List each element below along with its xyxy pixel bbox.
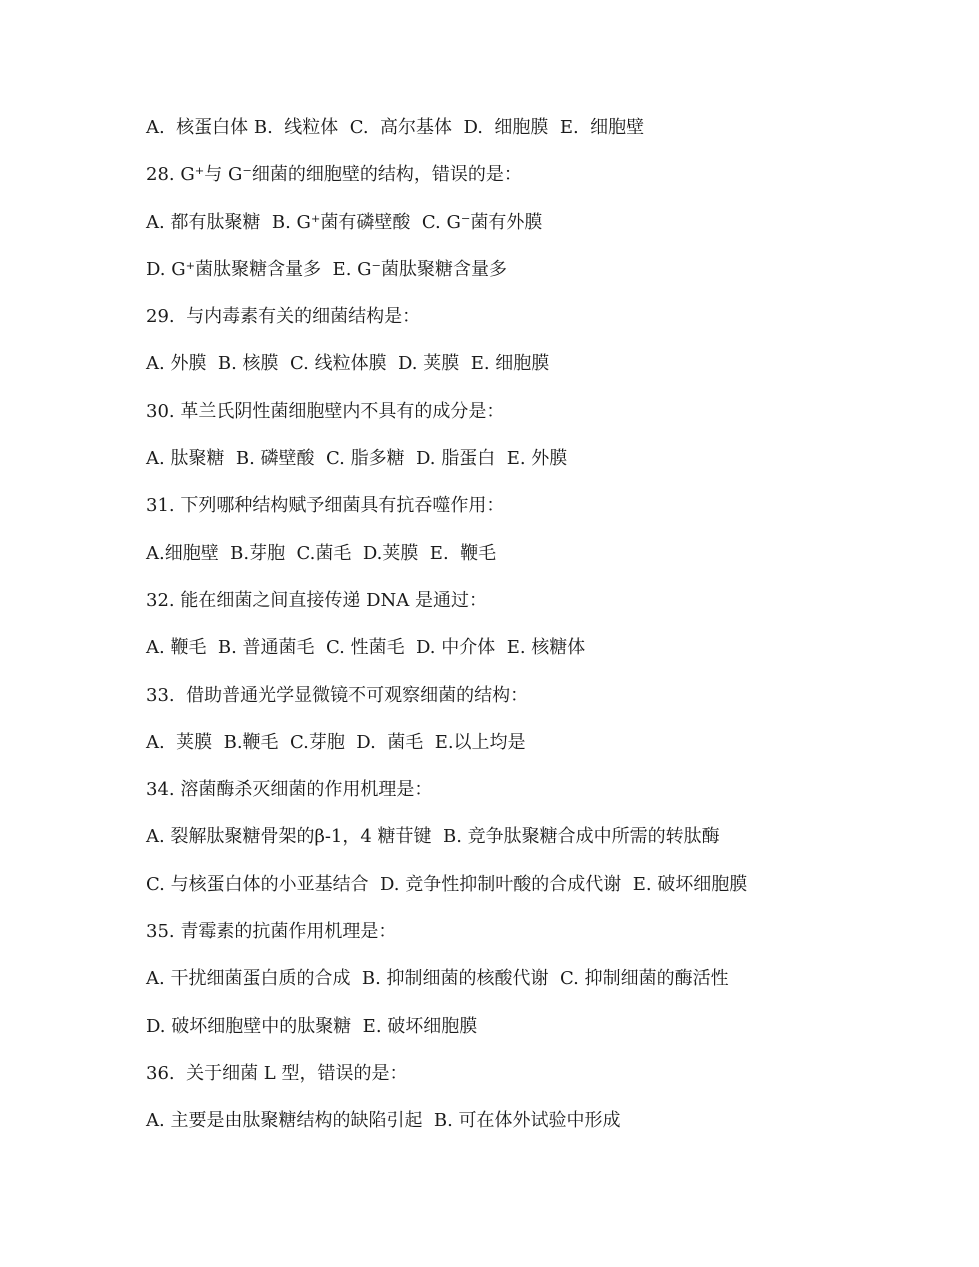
question-28: 28. G⁺与 G⁻细菌的细胞壁的结构，错误的是： bbox=[146, 164, 522, 186]
options-q29: A. 外膜 B. 核膜 C. 线粒体膜 D. 荚膜 E. 细胞膜 bbox=[146, 353, 550, 375]
document-body bbox=[146, 112, 926, 1153]
options-q34-line1: A. 裂解肽聚糖骨架的β-1，4 糖苷键 B. 竞争肽聚糖合成中所需的转肽酶 bbox=[146, 826, 720, 848]
options-q32: A. 鞭毛 B. 普通菌毛 C. 性菌毛 D. 中介体 E. 核糖体 bbox=[146, 637, 586, 659]
option-line-q27: A. 核蛋白体 B. 线粒体 C. 高尔基体 D. 细胞膜 E. 细胞壁 bbox=[146, 117, 645, 138]
question-36: 36. 关于细菌 L 型，错误的是： bbox=[146, 1062, 408, 1084]
question-30: 30. 革兰氏阴性菌细胞壁内不具有的成分是： bbox=[146, 400, 505, 422]
options-q28-line2: D. G⁺菌肽聚糖含量多 E. G⁻菌肽聚糖含量多 bbox=[146, 258, 508, 280]
options-q33: A. 荚膜 B.鞭毛 C.芽胞 D. 菌毛 E.以上均是 bbox=[146, 731, 526, 753]
question-32: 32. 能在细菌之间直接传递 DNA 是通过： bbox=[146, 589, 487, 611]
options-q35-line2: D. 破坏细胞壁中的肽聚糖 E. 破坏细胞膜 bbox=[146, 1015, 478, 1037]
options-q34-line2: C. 与核蛋白体的小亚基结合 D. 竞争性抑制叶酸的合成代谢 E. 破坏细胞膜 bbox=[146, 873, 748, 895]
options-q30: A. 肽聚糖 B. 磷壁酸 C. 脂多糖 D. 脂蛋白 E. 外膜 bbox=[146, 448, 568, 470]
options-q36-line1: A. 主要是由肽聚糖结构的缺陷引起 B. 可在体外试验中形成 bbox=[146, 1110, 621, 1132]
question-33: 33. 借助普通光学显微镜不可观察细菌的结构： bbox=[146, 684, 529, 706]
question-35: 35. 青霉素的抗菌作用机理是： bbox=[146, 921, 397, 943]
question-29: 29. 与内毒素有关的细菌结构是： bbox=[146, 306, 421, 328]
question-34: 34. 溶菌酶杀灭细菌的作用机理是： bbox=[146, 779, 433, 801]
question-31: 31. 下列哪种结构赋予细菌具有抗吞噬作用： bbox=[146, 495, 505, 517]
options-q31: A.细胞壁 B.芽胞 C.菌毛 D.荚膜 E. 鞭毛 bbox=[146, 542, 497, 564]
options-q28-line1: A. 都有肽聚糖 B. G⁺菌有磷壁酸 C. G⁻菌有外膜 bbox=[146, 211, 543, 233]
options-q35-line1: A. 干扰细菌蛋白质的合成 B. 抑制细菌的核酸代谢 C. 抑制细菌的酶活性 bbox=[146, 968, 729, 990]
